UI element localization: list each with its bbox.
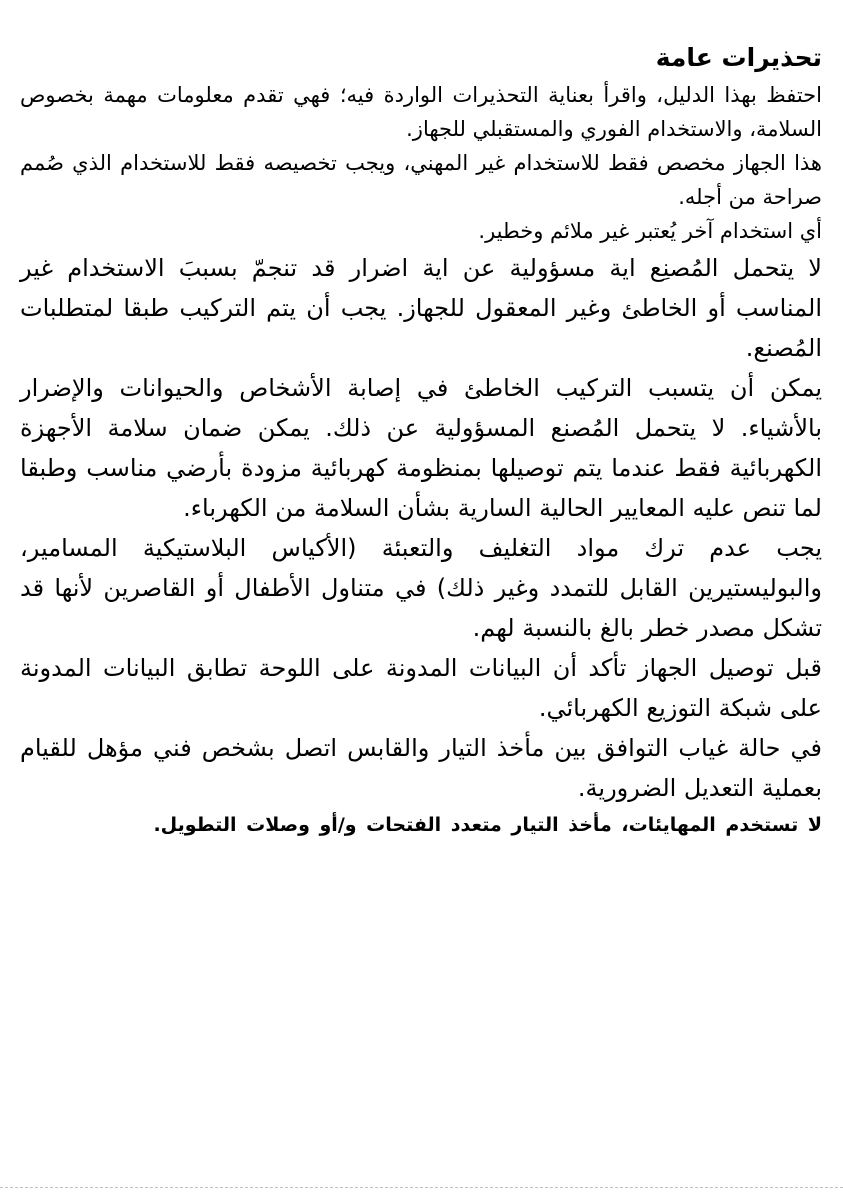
paragraph-incorrect-installation: يمكن أن يتسبب التركيب الخاطئ في إصابة الأشخاص والحيوانات والإضرار بالأشياء. لا يتحمل المُصنع المسؤولية عن ذلك. يمكن ضمان سلامة الأجهزة الكهربائية فقط عندما يتم توصيلها بمنظومة كهربائية مزودة بأرضي مناسب وطبقا لما تنص عليه المعايير الحالية السارية بشأن السلامة من الكهرباء.: [20, 374, 822, 522]
paragraph-other-use-dangerous: أي استخدام آخر يُعتبر غير ملائم وخطير.: [478, 219, 822, 243]
warnings-section: [20, 40, 822, 842]
paragraph-keep-manual: احتفظ بهذا الدليل، واقرأ بعناية التحذيرات الواردة فيه؛ فهي تقدم معلومات مهمة بخصوص السلامة، والاستخدام الفوري والمستقبلي للجهاز.: [20, 83, 822, 141]
paragraph-plug-socket: في حالة غياب التوافق بين مأخذ التيار والقابس اتصل بشخص فني مؤهل للقيام بعملية التعديل الضرورية.: [20, 734, 822, 802]
page-bottom-rule: [0, 1187, 843, 1192]
section-title: تحذيرات عامة: [655, 43, 822, 72]
paragraph-packaging-materials: يجب عدم ترك مواد التغليف والتعبئة (الأكياس البلاستيكية المسامير، والبوليستيرين القابل للتمدد وغير ذلك) في متناول الأطفال أو القاصرين لأنها قد تشكل مصدر خطر بالغ بالنسبة لهم.: [20, 534, 822, 642]
paragraph-non-professional-use: هذا الجهاز مخصص فقط للاستخدام غير المهني، ويجب تخصيصه فقط للاستخدام الذي صُمم صراحة من أجله.: [20, 151, 822, 209]
paragraph-no-adapters: لا تستخدم المهايئات، مأخذ التيار متعدد الفتحات و/أو وصلات التطويل.: [153, 814, 822, 836]
paragraph-rating-plate: قبل توصيل الجهاز تأكد أن البيانات المدونة على اللوحة تطابق البيانات المدونة على شبكة التوزيع الكهربائي.: [20, 654, 822, 722]
paragraph-manufacturer-liability: لا يتحمل المُصنِع اية مسؤولية عن اية اضرار قد تنجمّ بسببَ الاستخدام غير المناسب أو الخاطئ وغير المعقول للجهاز. يجب أن يتم التركيب طبقا لمتطلبات المُصنع.: [20, 254, 822, 362]
